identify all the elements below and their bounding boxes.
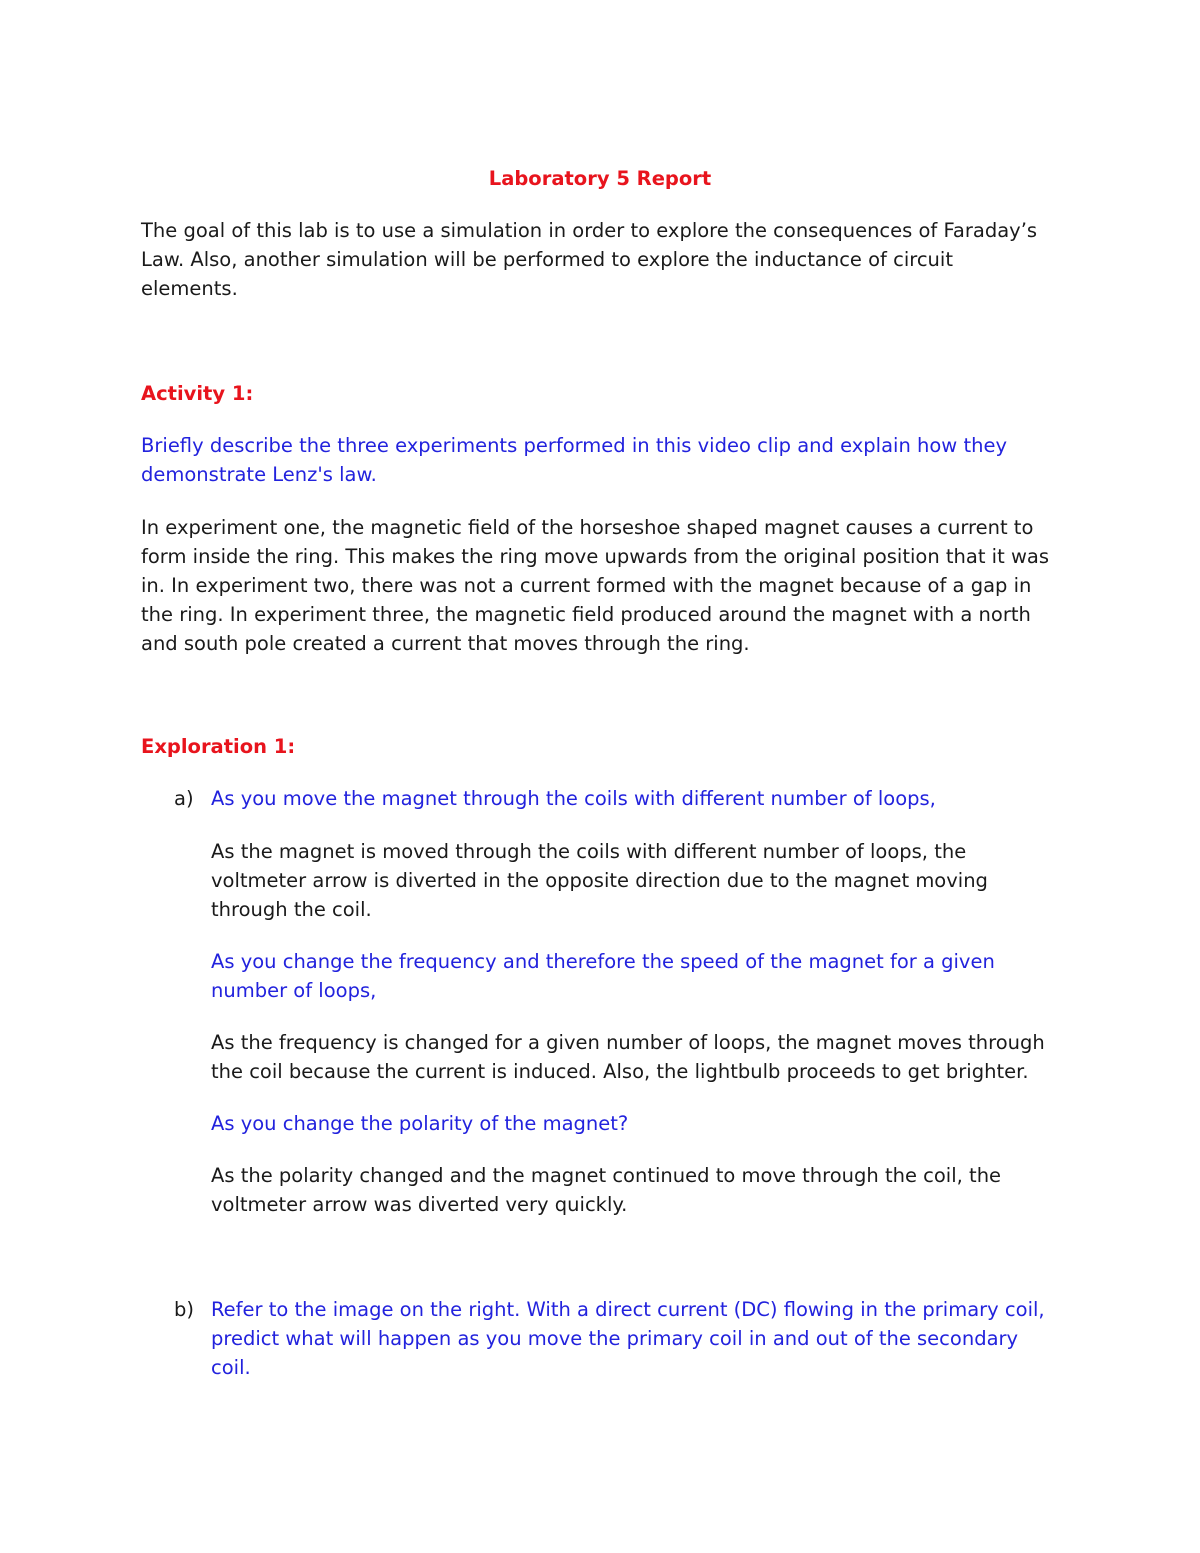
- text-line: predict what will happen as you move the primary coil in and out of the secondary: [211, 1327, 1019, 1350]
- text-line: voltmeter arrow was diverted very quickly.: [211, 1193, 628, 1216]
- intro-paragraph: [141, 216, 1037, 303]
- exploration-1a-answer-2: [211, 1028, 1045, 1086]
- exploration-1-heading: Exploration 1:: [141, 735, 296, 758]
- text-line: The goal of this lab is to use a simulation in order to explore the consequences of Faraday’s: [141, 219, 1038, 242]
- list-marker-a: a): [174, 787, 194, 810]
- text-line: As the frequency is changed for a given number of loops, the magnet moves through: [211, 1031, 1045, 1054]
- text-line: form inside the ring. This makes the ring move upwards from the original position that it was: [141, 545, 1049, 568]
- activity-1-heading: Activity 1:: [141, 382, 254, 405]
- text-line: Refer to the image on the right. With a direct current (DC) flowing in the primary coil,: [211, 1298, 1045, 1321]
- page-title: Laboratory 5 Report: [488, 167, 712, 190]
- text-line: and south pole created a current that moves through the ring.: [141, 632, 750, 655]
- text-line: In experiment one, the magnetic field of the horseshoe shaped magnet causes a current to: [141, 516, 1034, 539]
- text-line: Briefly describe the three experiments performed in this video clip and explain how they: [141, 434, 1007, 457]
- text-line: Law. Also, another simulation will be performed to explore the inductance of circuit: [141, 248, 953, 271]
- list-marker-b: b): [174, 1298, 194, 1321]
- exploration-1a-question-1: [211, 784, 936, 813]
- text-line: the ring. In experiment three, the magnetic field produced around the magnet with a north: [141, 603, 1031, 626]
- text-line: through the coil.: [211, 898, 372, 921]
- text-line: As you move the magnet through the coils with different number of loops,: [211, 787, 936, 810]
- text-line: voltmeter arrow is diverted in the opposite direction due to the magnet moving: [211, 869, 988, 892]
- exploration-1a-question-3: [211, 1109, 628, 1138]
- exploration-1a-question-2: [211, 947, 995, 1005]
- exploration-1a-answer-1: [211, 837, 988, 924]
- activity-1-question: [141, 431, 1007, 489]
- activity-1-answer: [141, 513, 1049, 658]
- text-line: in. In experiment two, there was not a current formed with the magnet because of a gap in: [141, 574, 1032, 597]
- text-line: elements.: [141, 277, 238, 300]
- text-line: number of loops,: [211, 979, 377, 1002]
- text-line: demonstrate Lenz's law.: [141, 463, 377, 486]
- exploration-1b-question: [211, 1295, 1045, 1382]
- text-line: As you change the polarity of the magnet?: [211, 1112, 629, 1135]
- text-line: As you change the frequency and therefore the speed of the magnet for a given: [211, 950, 995, 973]
- exploration-1a-answer-3: [211, 1161, 1001, 1219]
- text-line: As the polarity changed and the magnet continued to move through the coil, the: [211, 1164, 1002, 1187]
- text-line: coil.: [211, 1356, 251, 1379]
- text-line: As the magnet is moved through the coils with different number of loops, the: [211, 840, 967, 863]
- text-line: the coil because the current is induced. Also, the lightbulb proceeds to get brighter.: [211, 1060, 1029, 1083]
